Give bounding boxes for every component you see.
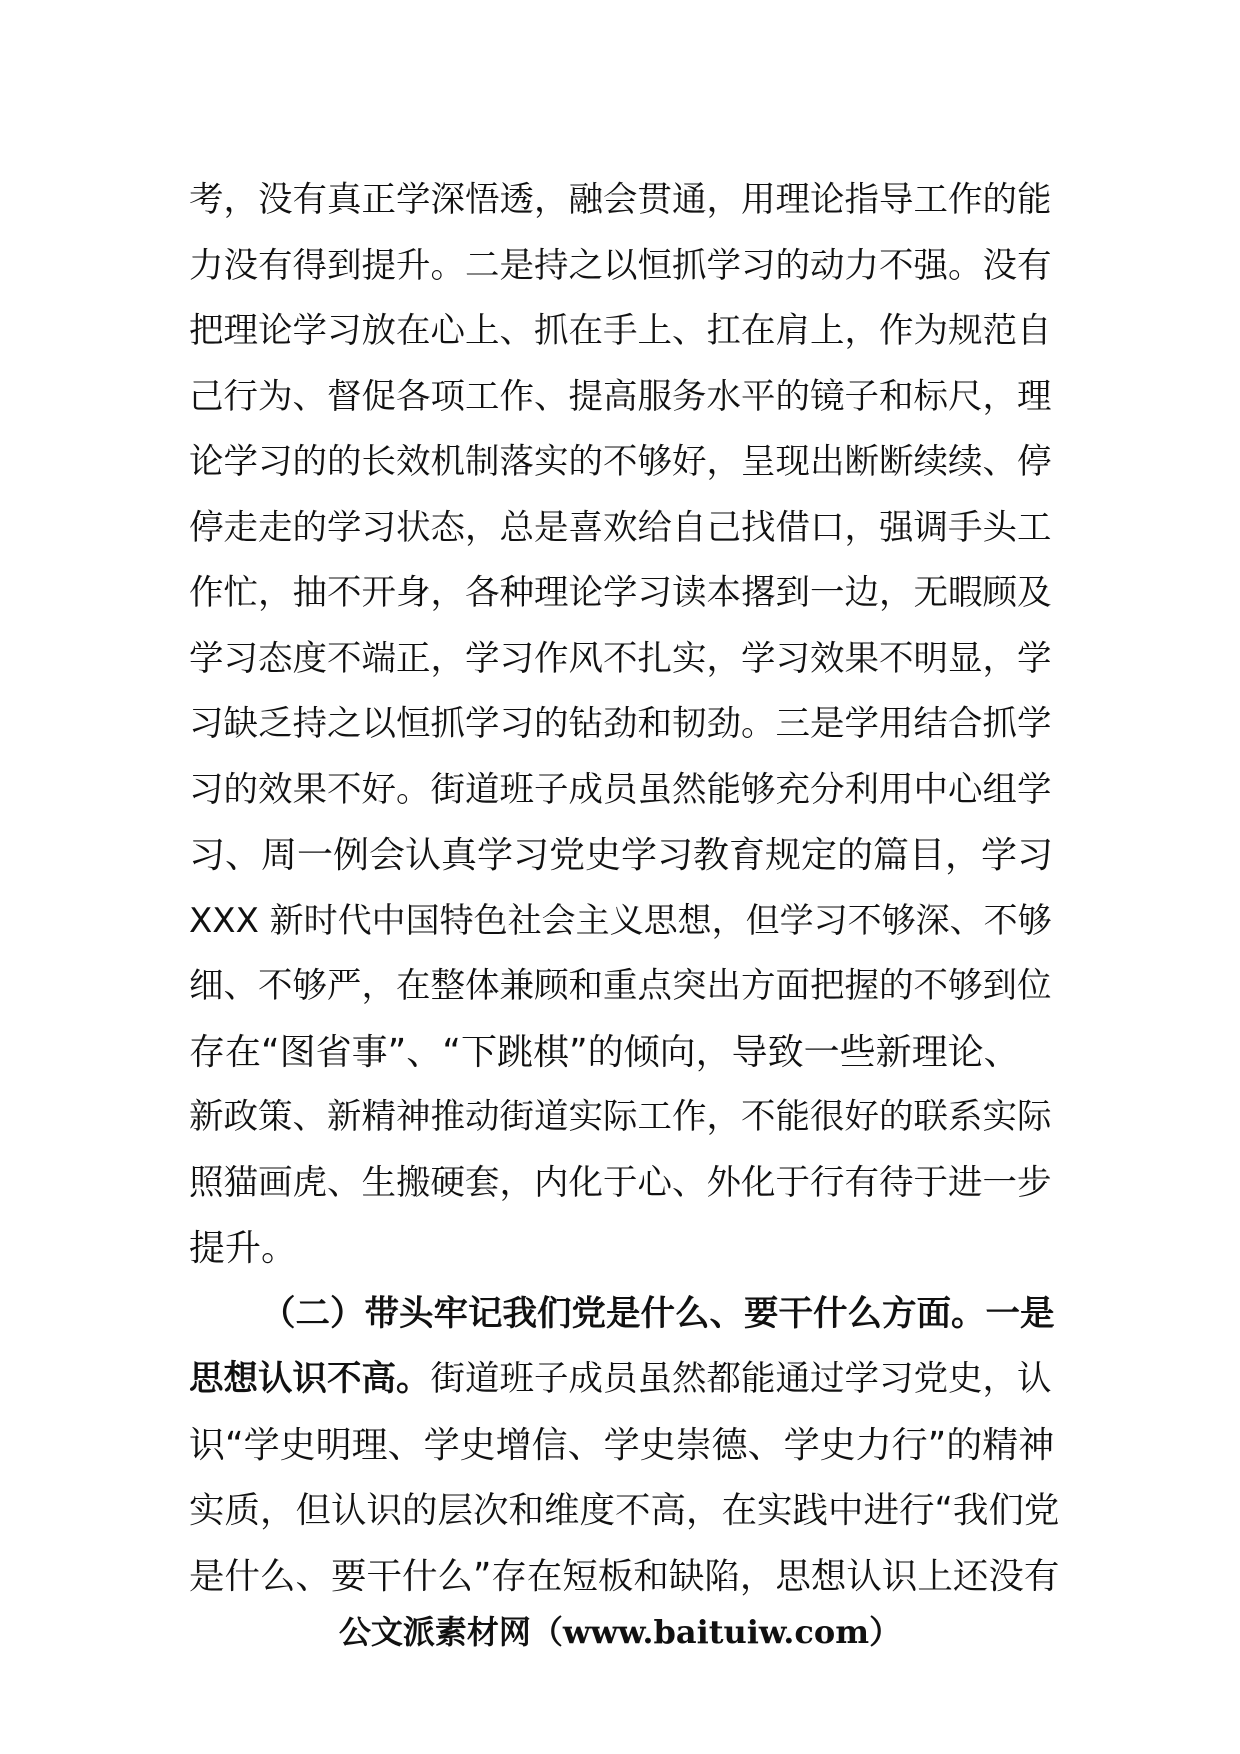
section-second-line [189,1347,1059,1413]
text-line-5: 论学习的的长效机制落实的不够好，呈现出断断续续、停 [189,442,1052,482]
text-line-14: 存在“图省事”、“下跳棋”的倾向，导致一些新理论、 [189,1031,1020,1073]
text-line-9: 习缺乏持之以恒抓学习的钻劲和韧劲。三是学用结合抓学 [189,704,1052,744]
text-line-10: 习的效果不好。街道班子成员虽然能够充分利用中心组学 [189,769,1052,810]
section-text-line-1: 识“学史明理、学史增信、学史崇德、学史力行”的精神 [189,1424,1055,1466]
text-line-1: 考，没有真正学深悟透，融会贯通，用理论指导工作的能 [189,180,1052,220]
page-footer-watermark: 公文派素材网（www.baituiw.com） [338,1613,902,1651]
text-line-12: XXX 新时代中国特色社会主义思想，但学习不够深、不够 [189,900,1052,941]
text-line-17: 提升。 [189,1228,298,1269]
text-line-7: 作忙，抽不开身，各种理论学习读本撂到一边，无暇顾及 [189,573,1052,613]
section-second-line-text: 街道班子成员虽然都能通过学习党史，认 [430,1359,1052,1399]
text-line-13: 细、不够严，在整体兼顾和重点突出方面把握的不够到位 [189,966,1052,1006]
text-line-15: 新政策、新精神推动街道实际工作，不能很好的联系实际 [189,1097,1052,1137]
section-text-line-3: 是什么、要干什么”存在短板和缺陷，思想认识上还没有 [189,1555,1060,1597]
section-text-line-2: 实质，但认识的层次和维度不高，在实践中进行“我们党 [189,1490,1060,1531]
text-line-3: 把理论学习放在心上、抓在手上、扛在肩上，作为规范自 [189,311,1052,351]
text-line-2: 力没有得到提升。二是持之以恒抓学习的动力不强。没有 [189,245,1052,286]
text-line-11: 习、周一例会认真学习党史学习教育规定的篇目，学习 [189,835,1054,876]
text-line-16: 照猫画虎、生搬硬套，内化于心、外化于行有待于进一步 [189,1162,1052,1203]
text-line-6: 停走走的学习状态，总是喜欢给自己找借口，强调手头工 [189,507,1052,548]
section-heading-line: （二）带头牢记我们党是什么、要干什么方面。一是 [261,1293,1055,1334]
section-heading-continuation: 思想认识不高。 [189,1359,431,1399]
text-line-8: 学习态度不端正，学习作风不扎实，学习效果不明显，学 [189,638,1052,679]
text-line-4: 己行为、督促各项工作、提高服务水平的镜子和标尺，理 [189,376,1052,417]
document-body [189,168,1059,1609]
